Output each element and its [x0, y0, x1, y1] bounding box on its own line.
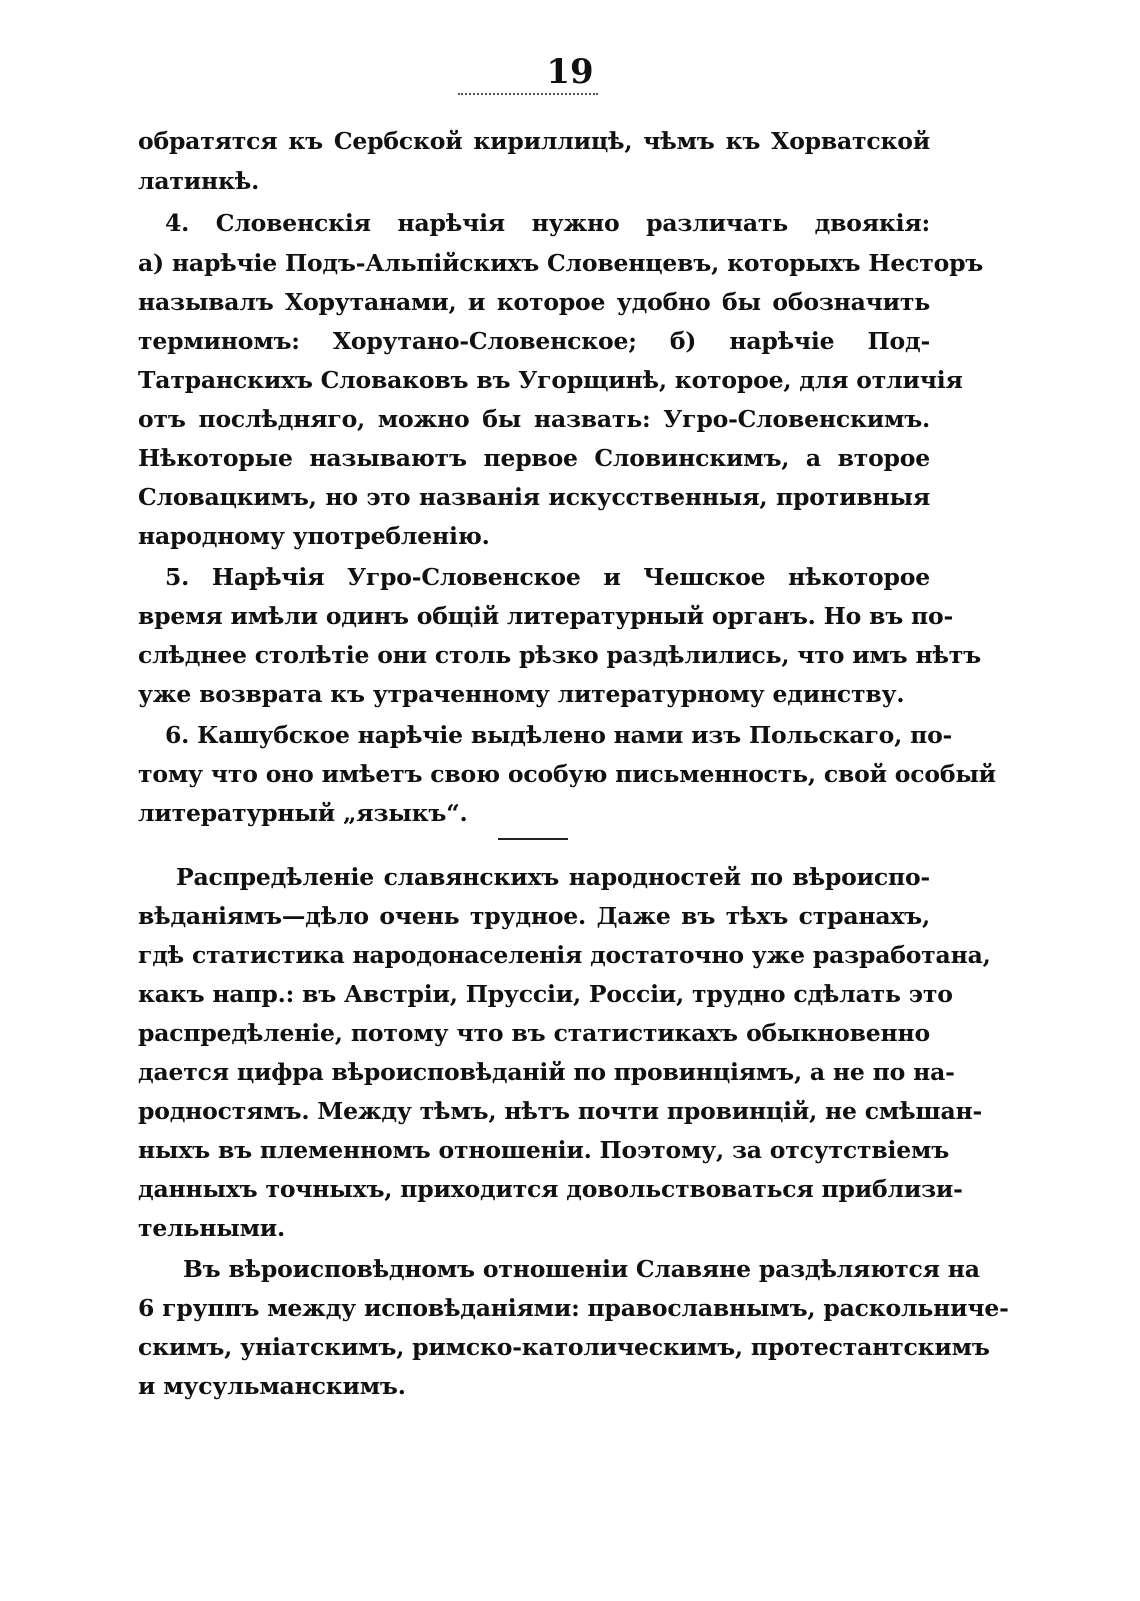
text-line: Распредѣленіе славянскихъ народностей по вѣроиспо-	[176, 863, 930, 891]
text-line: время имѣли одинъ общій литературный органъ. Но въ по-	[138, 602, 954, 630]
text-line: отъ послѣдняго, можно бы назвать: Угро-Словенскимъ.	[138, 405, 930, 433]
text-line: Нѣкоторые называютъ первое Словинскимъ, а второе	[138, 444, 930, 472]
text-line: 5. Нарѣчія Угро-Словенское и Чешское нѣкоторое	[165, 563, 930, 591]
text-line: скимъ, уніатскимъ, римско-католическимъ, протестантскимъ	[138, 1333, 990, 1361]
text-line: а) нарѣчіе Подъ-Альпійскихъ Словенцевъ, которыхъ Несторъ	[138, 249, 984, 277]
text-line: дается цифра вѣроисповѣданій по провинціямъ, а не по на-	[138, 1058, 955, 1086]
text-line: и мусульманскимъ.	[138, 1372, 406, 1400]
text-line: 6. Кашубское нарѣчіе выдѣлено нами изъ Польскаго, по-	[165, 721, 953, 749]
text-line: ныхъ въ племенномъ отношеніи. Поэтому, за отсутствіемъ	[138, 1136, 950, 1164]
text-line: Въ вѣроисповѣдномъ отношеніи Славяне раздѣляются на	[183, 1255, 980, 1283]
page-number: 19	[546, 52, 594, 92]
text-line: литературный „языкъ“.	[138, 799, 468, 827]
text-line: 4. Словенскія нарѣчія нужно различать двоякія:	[165, 209, 930, 237]
text-line: 6 группъ между исповѣданіями: православнымъ, раскольниче-	[138, 1294, 1009, 1322]
text-line: данныхъ точныхъ, приходится довольствоваться приблизи-	[138, 1175, 963, 1203]
text-line: какъ напр.: въ Австріи, Пруссіи, Россіи, трудно сдѣлать это	[138, 980, 953, 1008]
text-line: тому что оно имѣетъ свою особую письменность, свой особый	[138, 760, 996, 788]
text-line: обратятся къ Сербской кириллицѣ, чѣмъ къ Хорватской	[138, 127, 930, 155]
text-line: народному употребленію.	[138, 522, 490, 550]
section-divider	[498, 838, 568, 840]
text-line: распредѣленіе, потому что въ статистикахъ обыкновенно	[138, 1019, 930, 1047]
text-line: уже возврата къ утраченному литературному единству.	[138, 680, 905, 708]
text-line: вѣданіямъ—дѣло очень трудное. Даже въ тѣхъ странахъ,	[138, 902, 930, 930]
text-line: терминомъ: Хорутано-Словенское; б) нарѣчіе Под-	[138, 327, 930, 355]
text-line: называлъ Хорутанами, и которое удобно бы обозначить	[138, 288, 930, 316]
text-line: слѣднее столѣтіе они столь рѣзко раздѣлились, что имъ нѣтъ	[138, 641, 981, 669]
text-line: латинкѣ.	[138, 167, 260, 195]
text-line: тельными.	[138, 1214, 286, 1242]
text-line: Словацкимъ, но это названія искусственныя, противныя	[138, 483, 930, 511]
page-number-rule	[458, 93, 598, 95]
text-line: гдѣ статистика народонаселенія достаточно уже разработана,	[138, 941, 991, 969]
text-line: родностямъ. Между тѣмъ, нѣтъ почти провинцій, не смѣшан-	[138, 1097, 983, 1125]
text-line: Татранскихъ Словаковъ въ Угорщинѣ, которое, для отличія	[138, 366, 963, 394]
